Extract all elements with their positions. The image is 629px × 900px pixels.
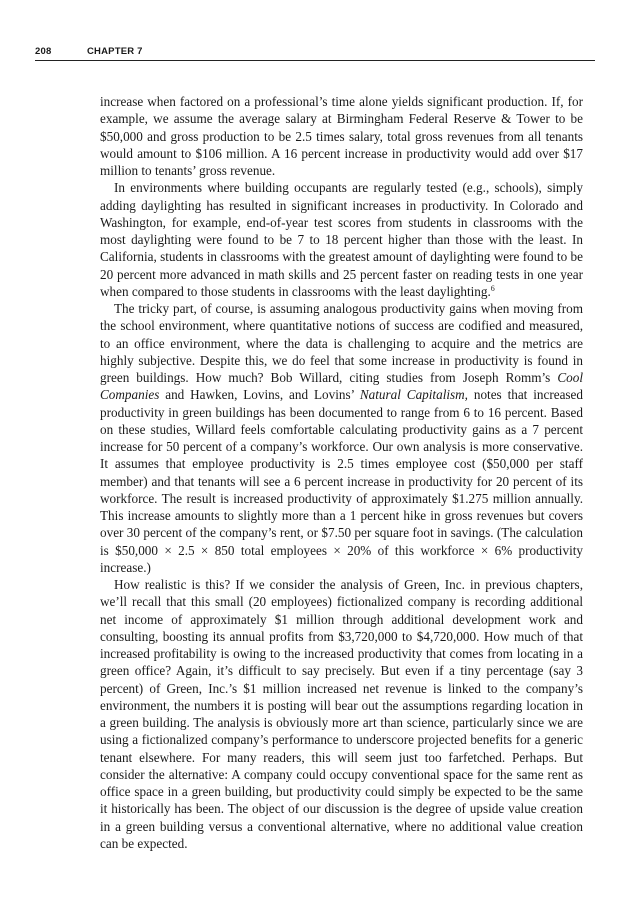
page-number: 208 — [35, 46, 52, 57]
book-title-cool-companies: Cool Companies — [100, 370, 583, 403]
paragraph-3-text-b: and Hawken, Lovins, and Lovins’ — [159, 387, 360, 403]
footnote-marker: 6 — [490, 283, 495, 293]
body-text — [100, 93, 583, 852]
book-title-natural-capitalism: Natural Capitalism, — [359, 387, 468, 403]
paragraph-3-text-a: The tricky part, of course, is assuming analogous productivity gains when moving from the school environment, where quantitative notions of success are codified and measured, to an office environment, where the data is challenging to acquire and the metrics are highly subjective. Despite this, we do feel that some increase in productivity is found in green buildings. How much? Bob Willard, citing studies from Joseph Romm’s — [100, 301, 583, 385]
paragraph-1: increase when factored on a professional’s time alone yields significant production. If, for example, we assume the average salary at Birmingham Federal Reserve & Tower to be $50,000 and gross production to be 2.5 times salary, total gross revenues from all tenants would amount to $106 million. A 16 percent increase in productivity would add over $17 million to tenants’ gross revenue. — [100, 94, 583, 178]
paragraph-4: How realistic is this? If we consider the analysis of Green, Inc. in previous chapters, we’ll recall that this small (20 employees) fictionalized company is recording additional net income of approximately $1 million through additional development work and consulting, boosting its annual profits from $3,720,000 to $4,720,000. How much of that increased profitability is owing to the increased productivity that comes from locating in a green office? Again, it’s difficult to say precisely. But even if a tiny percentage (say 3 percent) of Green, Inc.’s $1 million increased net revenue is linked to the company’s environment, the numbers it is posting will bear out the assumptions regarding location in a green building. The analysis is obviously more art than science, particularly since we are using a fictionalized company’s performance to underscore projected benefits for a generic tenant elsewhere. For many readers, this will seem just too farfetched. Perhaps. But consider the alternative: A company could occupy conventional space for the same rent as office space in a green building, but productivity could simply be expected to be the same it historically has been. The object of our discussion is the degree of upside value creation in a green building versus a conventional alternative, where no additional value creation can be expected. — [100, 577, 583, 851]
running-header — [35, 46, 595, 61]
paragraph-3-text-c: notes that increased productivity in green buildings has been documented to range from 6 to 16 percent. Based on these studies, Willard feels comfortable calculating productivity gains as a 7 percent increase for 50 percent of a company’s workforce. Our own analysis is more conservative. It assumes that employee productivity is 2.5 times employee cost ($50,000 per staff member) and that tenants will see a 6 percent increase in productivity for 20 percent of its workforce. The result is increased productivity of approximately $1.275 million annually. This increase amounts to slightly more than a 1 percent hike in gross revenues but covers over 30 percent of the company’s rent, or $7.50 per square foot in savings. (The calculation is $50,000 × 2.5 × 850 total employees × 20% of this workforce × 6% productivity increase.) — [100, 387, 583, 575]
paragraph-3 — [100, 300, 583, 576]
paragraph-2-text: In environments where building occupants are regularly tested (e.g., schools), simply adding daylighting has resulted in significant increases in productivity. In Colorado and Washington, for example, end-of-year test scores from students in classrooms with the most daylighting were found to be 7 to 18 percent higher than those with the least. In California, students in classrooms with the greatest amount of daylighting were found to be 20 percent more advanced in math skills and 25 percent faster on reading tests in one year when compared to those students in classrooms with the least daylighting. — [100, 180, 583, 299]
chapter-label: CHAPTER 7 — [87, 46, 143, 57]
paragraph-2 — [100, 179, 583, 300]
